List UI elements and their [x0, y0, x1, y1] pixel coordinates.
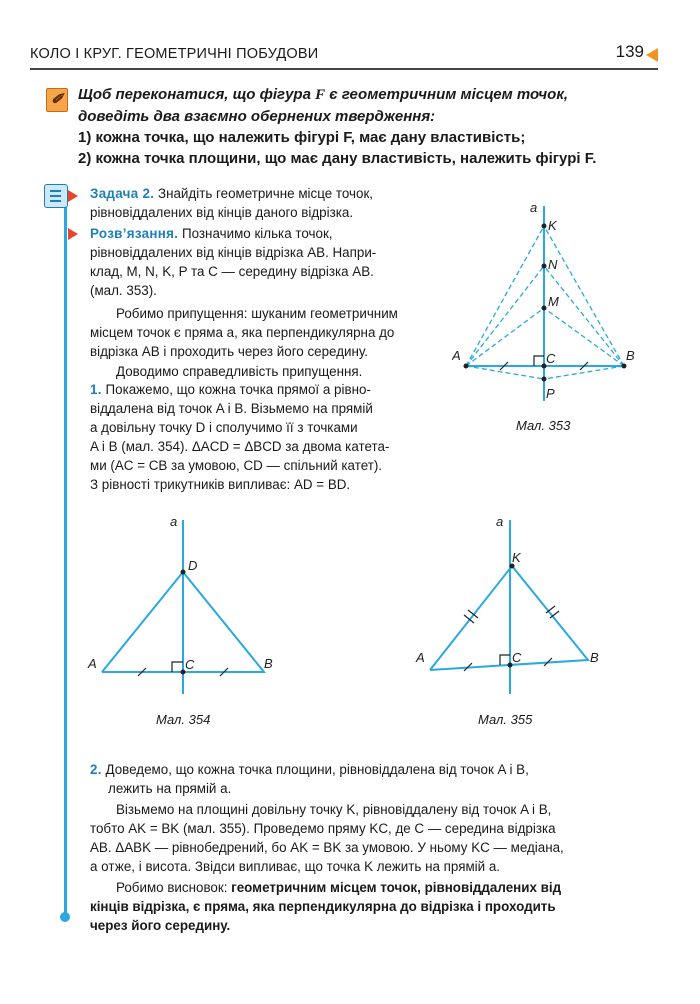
label-N: N [548, 257, 558, 272]
rule-line-2: доведіть два взаємно обернених твердження: [78, 108, 436, 125]
label-A: A [88, 656, 97, 671]
caption-353: Мал. 353 [516, 418, 571, 433]
assumption-paragraph: Робимо припущення: шуканим геометричним місцем точок є пряма a, яка перпендикулярна до відрізка AB і проходить через його середину. [90, 306, 398, 360]
rule-line-3: 1) кожна точка, що належить фігурі F, має дану властивість; [78, 129, 526, 146]
pen-note-icon: ✐ [46, 88, 68, 112]
running-header: КОЛО І КРУГ. ГЕОМЕТРИЧНІ ПОБУДОВИ [30, 46, 319, 62]
rule-line-1: Щоб переконатися, що фігура F є геометричним місцем точок, [78, 86, 569, 103]
label-B: B [264, 656, 273, 671]
label-C: C [512, 650, 522, 665]
label-line-a: a [496, 514, 504, 529]
step-2-paragraph: 2. Доведемо, що кожна точка площини, рівновіддалена від точок A і B, лежить на прямій a. [90, 762, 529, 797]
task-label: Задача 2. [90, 186, 155, 201]
label-K: K [512, 550, 521, 565]
task-arrow-icon [68, 190, 78, 202]
label-A: A [416, 650, 425, 665]
rule-statement [78, 84, 658, 169]
label-B: B [590, 650, 599, 665]
page-number: 139 [615, 42, 644, 61]
header-divider [30, 68, 658, 70]
task-list-icon [44, 184, 68, 208]
caption-354: Мал. 354 [156, 712, 211, 727]
section-end-dot [60, 912, 70, 922]
label-C: C [185, 657, 195, 672]
page-marker-icon [646, 48, 658, 62]
label-A: A [452, 348, 461, 363]
label-line-a: a [170, 514, 178, 529]
step-1-paragraph: 1. Покажемо, що кожна точка прямої a рівно- віддалена від точок A і B. Візьмемо на прямій a довільну точку D і сполучимо її з точками A і B (мал. 354). ΔACD = ΔBCD за двома катета- ми (AC = CB за умовою, CD — спільний катет). З рівності трикутників випливає: AD = BD. [90, 382, 390, 493]
label-B: B [626, 348, 635, 363]
step-2-proof: Візьмемо на площині довільну точку K, рівновіддалену від точок A і B, тобто AK = BK (мал. 355). Проведемо пряму KC, де C — середина відрізка AB. ΔABK — рівнобедрений, бо AK = BK за умовою. У ньому KC — медіана, а отже, і висота. Звідси випливає, що точка K лежить на прямій a. [90, 802, 564, 875]
figure-354 [86, 512, 286, 702]
proof-intro: Доводимо справедливість припущення. [116, 364, 363, 379]
solution-block: Розв’язання. Позначимо кілька точок, рівновіддалених від кінців відрізка AB. Напри- клад, M, N, K, P та C — середину відрізка AB. (мал. 353). [90, 226, 377, 299]
solution-arrow-icon [68, 228, 78, 240]
section-side-line [64, 186, 67, 918]
caption-355: Мал. 355 [478, 712, 533, 727]
solution-label: Розв’язання. [90, 226, 179, 241]
label-D: D [188, 558, 198, 573]
label-C: C [546, 351, 556, 366]
label-line-a: a [530, 200, 538, 215]
rule-line-4: 2) кожна точка площини, що має дану властивість, належить фігурі F. [78, 150, 597, 167]
figure-355 [412, 512, 612, 702]
conclusion-paragraph: Робимо висновок: геометричним місцем точок, рівновіддалених від кінців відрізка, є пряма, яка перпендикулярна до відрізка і проходить через його середину. [90, 880, 562, 934]
label-K: K [548, 218, 557, 233]
label-M: M [548, 294, 559, 309]
label-P: P [546, 386, 555, 401]
figure-353 [452, 196, 652, 408]
task-block: Задача 2. Знайдіть геометричне місце точок, рівновіддалених від кінців даного відрізка. [90, 186, 374, 221]
